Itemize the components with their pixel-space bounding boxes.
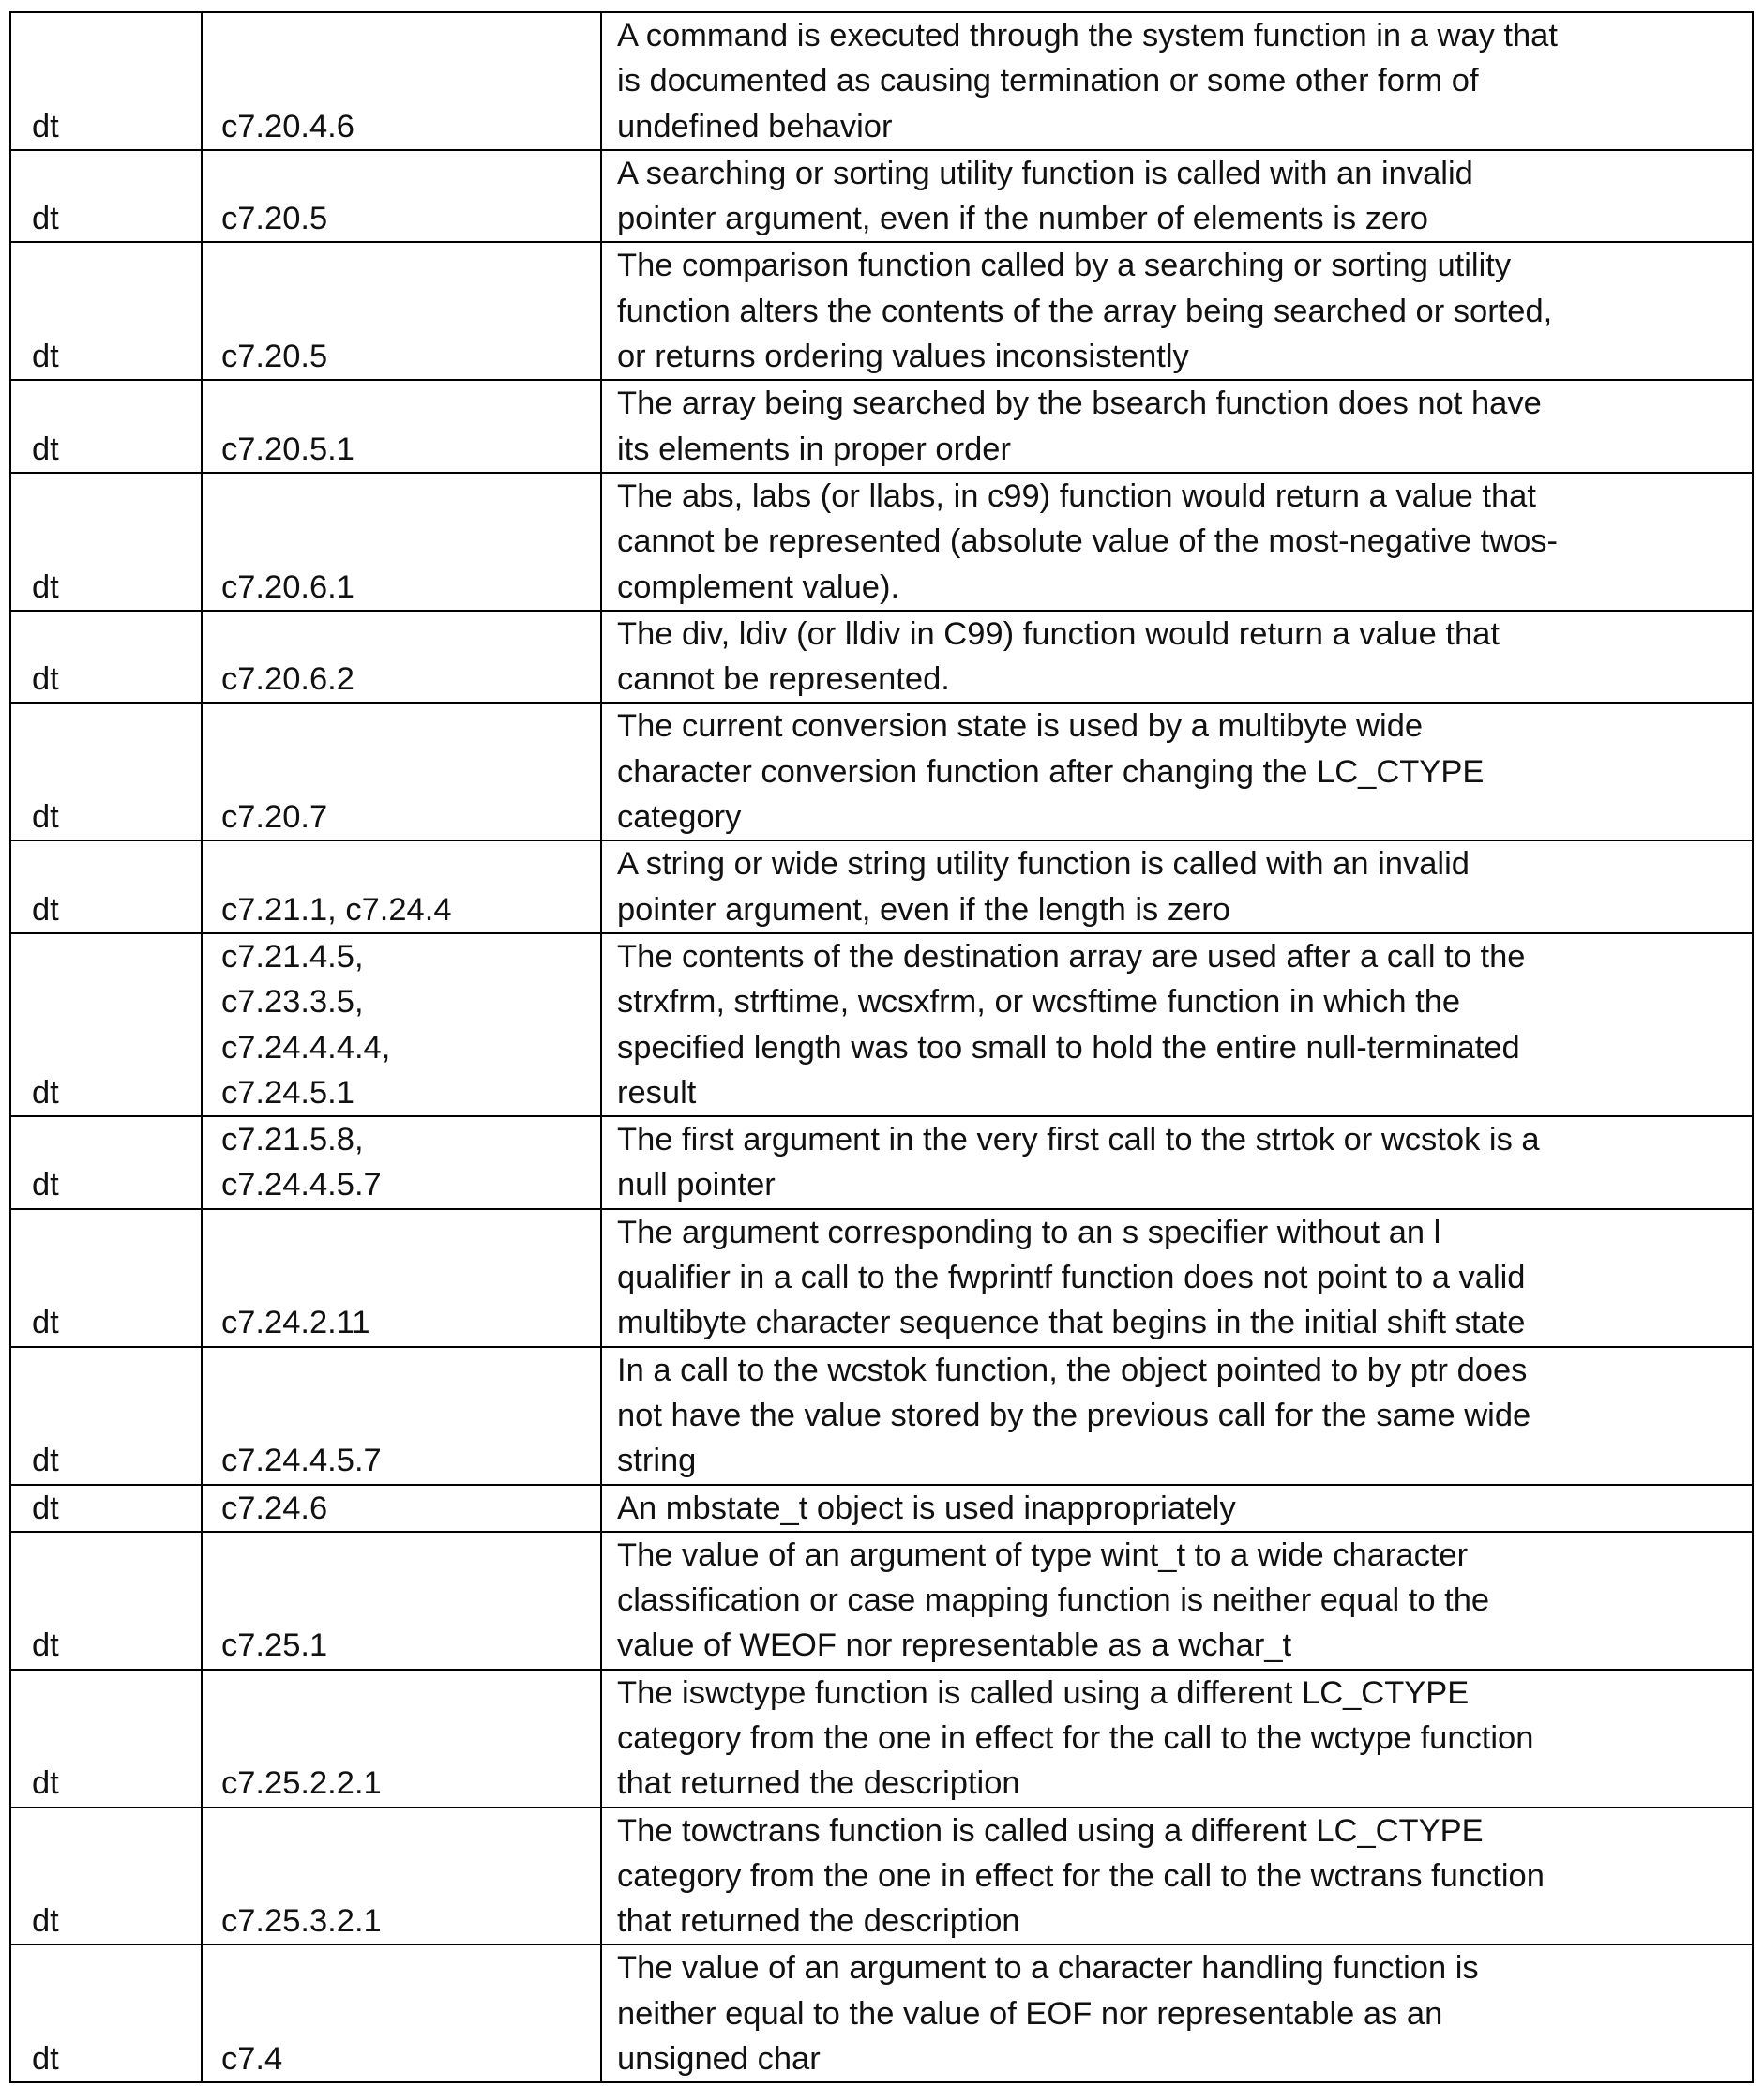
behavior-description-cell — [601, 1347, 1753, 1485]
behavior-type-cell: dt — [10, 1532, 202, 1670]
behavior-type-cell: dt — [10, 1485, 202, 1532]
behavior-type-cell: dt — [10, 1116, 202, 1209]
standard-reference-cell — [202, 1808, 601, 1945]
behavior-type-cell: dt — [10, 12, 202, 150]
description-line: In a call to the wcstok function, the object pointed to by ptr does — [617, 1352, 1528, 1388]
table-row — [10, 1670, 1753, 1808]
behavior-description-cell — [601, 611, 1753, 704]
description-line: The value of an argument to a character handling function is — [617, 1950, 1479, 1987]
behavior-type-cell: dt — [10, 703, 202, 840]
behavior-type-cell: dt — [10, 611, 202, 704]
description-line: cannot be represented (absolute value of the most-negative twos- — [617, 523, 1559, 560]
behavior-type-cell: dt — [10, 1944, 202, 2082]
reference-line: c7.20.6.1 — [221, 568, 354, 605]
reference-line: c7.24.4.5.7 — [221, 1167, 382, 1203]
table-row — [10, 840, 1753, 933]
table-row — [10, 1209, 1753, 1347]
description-line: An mbstate_t object is used inappropriately — [617, 1490, 1236, 1526]
behavior-description-cell — [601, 380, 1753, 473]
standard-reference-cell — [202, 1944, 601, 2082]
behavior-description-cell — [601, 1532, 1753, 1670]
description-line: category — [617, 799, 742, 836]
reference-line: c7.20.6.2 — [221, 661, 354, 698]
table-row — [10, 380, 1753, 473]
reference-line: c7.21.1, c7.24.4 — [221, 891, 452, 928]
reference-line: c7.20.5 — [221, 339, 328, 375]
description-line: The div, ldiv (or lldiv in C99) function would return a value that — [617, 615, 1500, 652]
description-line: unsigned char — [617, 2041, 821, 2078]
description-line: qualifier in a call to the fwprintf function does not point to a valid — [617, 1260, 1526, 1296]
behavior-description-cell — [601, 933, 1753, 1116]
behavior-type-cell: dt — [10, 150, 202, 243]
standard-reference-cell — [202, 1209, 601, 1347]
behavior-description-cell — [601, 1944, 1753, 2082]
standard-reference-cell — [202, 380, 601, 473]
standard-reference-cell — [202, 12, 601, 150]
reference-line: c7.24.4.5.7 — [221, 1443, 382, 1479]
table-row — [10, 242, 1753, 380]
standard-reference-cell — [202, 473, 601, 611]
behavior-description-cell — [601, 1485, 1753, 1532]
description-line: that returned the description — [617, 1903, 1020, 1940]
behavior-type-cell: dt — [10, 1209, 202, 1347]
behavior-description-cell — [601, 473, 1753, 611]
description-line: A searching or sorting utility function is called with an invalid — [617, 155, 1473, 191]
description-line: The argument corresponding to an s specifier without an l — [617, 1214, 1441, 1250]
description-line: is documented as causing termination or some other form of — [617, 63, 1479, 99]
description-line: The comparison function called by a searching or sorting utility — [617, 248, 1512, 284]
description-line: category from the one in effect for the call to the wctrans function — [617, 1857, 1545, 1894]
description-line: character conversion function after changing the LC_CTYPE — [617, 753, 1485, 790]
description-line: The current conversion state is used by a multibyte wide — [617, 708, 1424, 745]
table-row — [10, 150, 1753, 243]
standard-reference-cell — [202, 242, 601, 380]
standard-reference-cell — [202, 933, 601, 1116]
description-line: The towctrans function is called using a different LC_CTYPE — [617, 1812, 1484, 1849]
description-line: neither equal to the value of EOF nor representable as an — [617, 1995, 1443, 2032]
standard-reference-cell — [202, 1347, 601, 1485]
reference-line: c7.24.4.4.4, — [221, 1029, 391, 1066]
behavior-type-cell: dt — [10, 473, 202, 611]
description-line: cannot be represented. — [617, 661, 950, 698]
reference-line: c7.24.2.11 — [221, 1305, 370, 1341]
description-line: undefined behavior — [617, 108, 893, 144]
standard-reference-cell — [202, 840, 601, 933]
description-line: that returned the description — [617, 1765, 1020, 1802]
description-line: function alters the contents of the array being searched or sorted, — [617, 293, 1553, 329]
description-line: A command is executed through the system function in a way that — [617, 18, 1558, 53]
standard-reference-cell — [202, 1532, 601, 1670]
description-line: The array being searched by the bsearch function does not have — [617, 386, 1542, 422]
description-line: classification or case mapping function is neither equal to the — [617, 1582, 1490, 1619]
description-line: multibyte character sequence that begins in the initial shift state — [617, 1305, 1526, 1341]
reference-line: c7.20.4.6 — [221, 108, 354, 144]
table-row — [10, 933, 1753, 1116]
reference-line: c7.4 — [221, 2041, 283, 2078]
reference-line: c7.20.5 — [221, 201, 328, 237]
reference-line: c7.21.5.8, — [221, 1122, 364, 1158]
standard-reference-cell — [202, 1670, 601, 1808]
description-line: null pointer — [617, 1167, 776, 1203]
reference-line: c7.25.3.2.1 — [221, 1903, 382, 1940]
description-line: its elements in proper order — [617, 431, 1011, 467]
behavior-description-cell — [601, 840, 1753, 933]
table-row — [10, 1347, 1753, 1485]
undefined-behavior-table — [9, 11, 1754, 2083]
reference-line: c7.24.6 — [221, 1490, 328, 1526]
description-line: category from the one in effect for the call to the wctype function — [617, 1719, 1534, 1756]
table-row — [10, 1944, 1753, 2082]
table-row — [10, 1532, 1753, 1670]
behavior-description-cell — [601, 150, 1753, 243]
description-line: string — [617, 1443, 697, 1479]
description-line: complement value). — [617, 568, 900, 605]
reference-line: c7.21.4.5, — [221, 938, 364, 975]
reference-line: c7.24.5.1 — [221, 1074, 354, 1111]
table-row — [10, 1485, 1753, 1532]
description-line: pointer argument, even if the number of elements is zero — [617, 201, 1428, 237]
description-line: or returns ordering values inconsistently — [617, 339, 1189, 375]
behavior-description-cell — [601, 1116, 1753, 1209]
table-row — [10, 12, 1753, 150]
standard-reference-cell — [202, 1116, 601, 1209]
behavior-type-cell: dt — [10, 840, 202, 933]
behavior-description-cell — [601, 1670, 1753, 1808]
behavior-description-cell — [601, 242, 1753, 380]
description-line: value of WEOF nor representable as a wchar_t — [617, 1627, 1292, 1664]
behavior-type-cell: dt — [10, 933, 202, 1116]
table-row — [10, 611, 1753, 704]
description-line: A string or wide string utility function is called with an invalid — [617, 846, 1470, 883]
description-line: The value of an argument of type wint_t to a wide character — [617, 1536, 1469, 1573]
description-line: strxfrm, strftime, wcsxfrm, or wcsftime function in which the — [617, 984, 1461, 1021]
standard-reference-cell — [202, 150, 601, 243]
description-line: The first argument in the very first call to the strtok or wcstok is a — [617, 1122, 1540, 1158]
table-row — [10, 1116, 1753, 1209]
behavior-description-cell — [601, 1209, 1753, 1347]
table-row — [10, 1808, 1753, 1945]
reference-line: c7.20.7 — [221, 799, 328, 836]
behavior-type-cell: dt — [10, 1347, 202, 1485]
description-line: The abs, labs (or llabs, in c99) function would return a value that — [617, 477, 1536, 514]
reference-line: c7.20.5.1 — [221, 431, 354, 467]
standard-reference-cell — [202, 1485, 601, 1532]
behavior-description-cell — [601, 12, 1753, 150]
description-line: The iswctype function is called using a different LC_CTYPE — [617, 1674, 1470, 1711]
table-row — [10, 703, 1753, 840]
behavior-type-cell: dt — [10, 1670, 202, 1808]
behavior-description-cell — [601, 703, 1753, 840]
behavior-type-cell: dt — [10, 1808, 202, 1945]
reference-line: c7.25.1 — [221, 1627, 328, 1664]
table-body — [10, 12, 1753, 2082]
behavior-description-cell — [601, 1808, 1753, 1945]
description-line: not have the value stored by the previous call for the same wide — [617, 1397, 1531, 1433]
behavior-type-cell: dt — [10, 242, 202, 380]
reference-line: c7.23.3.5, — [221, 984, 364, 1021]
table-row — [10, 473, 1753, 611]
standard-reference-cell — [202, 611, 601, 704]
description-line: specified length was too small to hold the entire null-terminated — [617, 1029, 1520, 1066]
reference-line: c7.25.2.2.1 — [221, 1765, 382, 1802]
behavior-type-cell: dt — [10, 380, 202, 473]
description-line: The contents of the destination array are used after a call to the — [617, 938, 1526, 975]
standard-reference-cell — [202, 703, 601, 840]
description-line: pointer argument, even if the length is zero — [617, 891, 1230, 928]
description-line: result — [617, 1074, 697, 1111]
